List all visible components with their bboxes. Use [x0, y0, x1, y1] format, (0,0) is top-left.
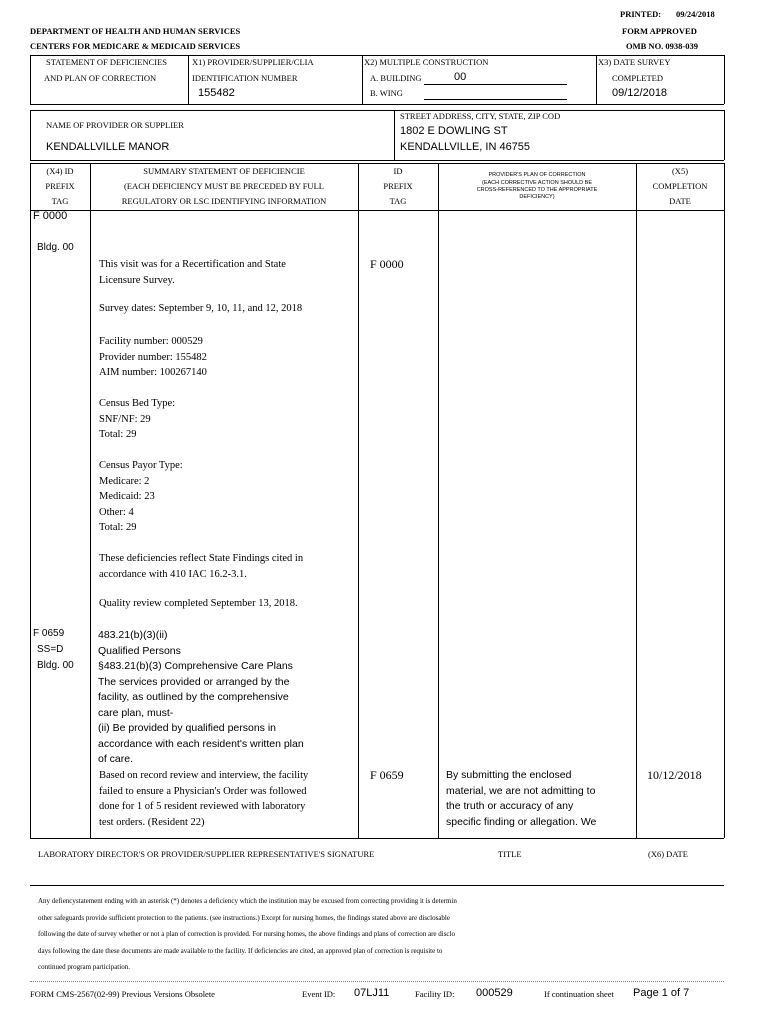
plan-header-2: (EACH CORRECTIVE ACTION SHOULD BE — [481, 180, 593, 186]
bldg-00-second: Bldg. 00 — [37, 660, 74, 671]
rule — [724, 55, 725, 104]
summary-para-census-bed: Census Bed Type: SNF/NF: 29 Total: 29 — [99, 398, 176, 440]
summary-para-quality-review: Quality review completed September 13, 2018. — [99, 598, 298, 609]
id-header-3: TAG — [389, 196, 407, 206]
disclaimer-text: Any defiencystatement ending with an asterisk (*) denotes a deficiency which the institution may be excused from correcting providing it is determin other safeguards provide sufficient protection to the patients. (see instructions.) Except for nursing homes, the findings stated above are disclosable following the date of survey whether or not a plan of correction is provided. For nursing homes, the above findings and plans of correction are disclo days following the date these documents are made available to the facility. If deficiencies are cited, an approved plan of correction is requisite to continued program participation. — [38, 897, 457, 971]
wing-label: B. WING — [370, 88, 403, 98]
address-line-1: 1802 E DOWLING ST — [400, 125, 508, 137]
summary-header-2: (EACH DEFICIENCY MUST BE PRECEDED BY FULL — [124, 181, 324, 191]
rule — [30, 838, 724, 839]
plan-header-4: DEFICIENCY) — [519, 194, 555, 200]
building-label: A. BUILDING — [370, 73, 422, 83]
provider-id-value: 155482 — [198, 87, 235, 99]
address-label: STREET ADDRESS, CITY, STATE, ZIP COD — [400, 111, 561, 121]
plan-of-correction-text: By submitting the enclosed material, we are not admitting to the truth or accuracy of any specific finding or allegation. We — [446, 769, 597, 828]
rule — [394, 110, 395, 160]
rule — [358, 163, 359, 838]
summary-header-1: SUMMARY STATEMENT OF DEFICIENCIE — [143, 166, 305, 176]
signature-title-label: TITLE — [498, 849, 522, 859]
rule — [30, 210, 724, 211]
completion-date: 10/12/2018 — [647, 768, 702, 782]
event-id-label: Event ID: — [302, 989, 336, 999]
id-header-1: ID — [393, 166, 403, 176]
rule — [30, 55, 31, 104]
date-survey-label-2: COMPLETED — [612, 73, 663, 83]
rule — [596, 55, 597, 104]
signature-label: LABORATORY DIRECTOR'S OR PROVIDER/SUPPLIER REPRESENTATIVE'S SIGNATURE — [38, 849, 375, 859]
summary-para-facility: Facility number: 000529 Provider number: 155482 AIM number: 100267140 — [99, 336, 207, 378]
provider-id-label-1: X1) PROVIDER/SUPPLIER/CLIA — [192, 57, 314, 67]
printed-date: 09/24/2018 — [676, 9, 715, 19]
tag-f0000: F 0000 — [33, 210, 68, 222]
department-title: DEPARTMENT OF HEALTH AND HUMAN SERVICES — [30, 26, 241, 36]
rule — [30, 55, 724, 56]
plan-header-1: PROVIDER'S PLAN OF CORRECTION — [488, 172, 586, 178]
rule — [188, 55, 189, 104]
continuation-label: If continuation sheet — [544, 989, 614, 999]
x4-header-3: TAG — [51, 196, 69, 206]
facility-id-label: Facility ID: — [415, 989, 455, 999]
provider-name-label: NAME OF PROVIDER OR SUPPLIER — [46, 120, 184, 130]
scope-severity: SS=D — [37, 644, 64, 655]
statement-label-1: STATEMENT OF DEFICIENCIES — [46, 57, 168, 67]
rule — [30, 160, 724, 161]
summary-para-survey-dates: Survey dates: September 9, 10, 11, and 12, 2018 — [99, 303, 303, 314]
rule — [30, 110, 31, 160]
rule — [724, 110, 725, 160]
rule — [30, 104, 724, 105]
summary-para-state-findings: These deficiencies reflect State Findings cited in accordance with 410 IAC 16.2-3.1. — [99, 553, 304, 580]
rule — [362, 55, 363, 104]
rule — [30, 163, 31, 838]
printed-label: PRINTED: — [620, 9, 662, 19]
facility-id-value: 000529 — [476, 987, 513, 999]
id-f0000: F 0000 — [370, 257, 404, 271]
summary-para-census-payor: Census Payor Type: Medicare: 2 Medicaid: 23 Other: 4 Total: 29 — [99, 460, 183, 533]
summary-para-regulation: 483.21(b)(3)(ii) Qualified Persons §483.21(b)(3) Comprehensive Care Plans The services provided or arranged by the facility, as outlined by the comprehensive care plan, must- (ii) Be provided by qualified persons in accordance with each resident's written plan of care. — [98, 629, 304, 765]
date-survey-value: 09/12/2018 — [612, 87, 668, 99]
wing-underline — [424, 99, 567, 100]
rule — [724, 163, 725, 838]
provider-id-label-2: IDENTIFICATION NUMBER — [192, 73, 298, 83]
event-id-value: 07LJ11 — [354, 987, 390, 999]
summary-para-visit: This visit was for a Recertification and State Licensure Survey. — [99, 259, 286, 286]
summary-para-finding: Based on record review and interview, the facility failed to ensure a Physician's Order was followed done for 1 of 5 resident reviewed with laboratory test orders. (Resident 22) — [99, 770, 309, 828]
bldg-00: Bldg. 00 — [37, 242, 74, 253]
building-underline — [424, 84, 567, 85]
summary-header-3: REGULATORY OR LSC IDENTIFYING INFORMATION — [121, 196, 327, 206]
rule — [30, 110, 724, 111]
statement-label-2: AND PLAN OF CORRECTION — [44, 73, 157, 83]
rule — [636, 163, 637, 838]
footer-divider — [30, 981, 724, 982]
rule — [30, 885, 724, 886]
id-header-2: PREFIX — [383, 181, 413, 191]
form-number: FORM CMS-2567(02-99) Previous Versions Obsolete — [30, 989, 215, 999]
provider-name-value: KENDALLVILLE MANOR — [46, 141, 170, 153]
building-value: 00 — [454, 71, 467, 83]
id-f0659: F 0659 — [370, 768, 404, 782]
x5-header-1: (X5) — [671, 166, 689, 176]
rule — [438, 163, 439, 838]
date-survey-label-1: X3) DATE SURVEY — [598, 57, 671, 67]
tag-f0659: F 0659 — [33, 628, 65, 639]
rule — [90, 163, 91, 838]
multiple-construction-label: X2) MULTIPLE CONSTRUCTION — [364, 57, 489, 67]
cms-title: CENTERS FOR MEDICARE & MEDICAID SERVICES — [30, 41, 241, 51]
signature-date-label: (X6) DATE — [648, 849, 688, 859]
rule — [30, 163, 724, 164]
omb-number: OMB NO. 0938-039 — [626, 41, 699, 51]
address-line-2: KENDALLVILLE, IN 46755 — [400, 141, 531, 153]
x4-header-2: PREFIX — [45, 181, 75, 191]
x4-header-1: (X4) ID — [46, 166, 74, 176]
plan-header-3: CROSS-REFERENCED TO THE APPROPRIATE — [476, 187, 598, 193]
x5-header-2: COMPLETION — [652, 181, 708, 191]
page-number: Page 1 of 7 — [633, 987, 690, 999]
form-approved: FORM APPROVED — [622, 26, 697, 36]
x5-header-3: DATE — [669, 196, 691, 206]
